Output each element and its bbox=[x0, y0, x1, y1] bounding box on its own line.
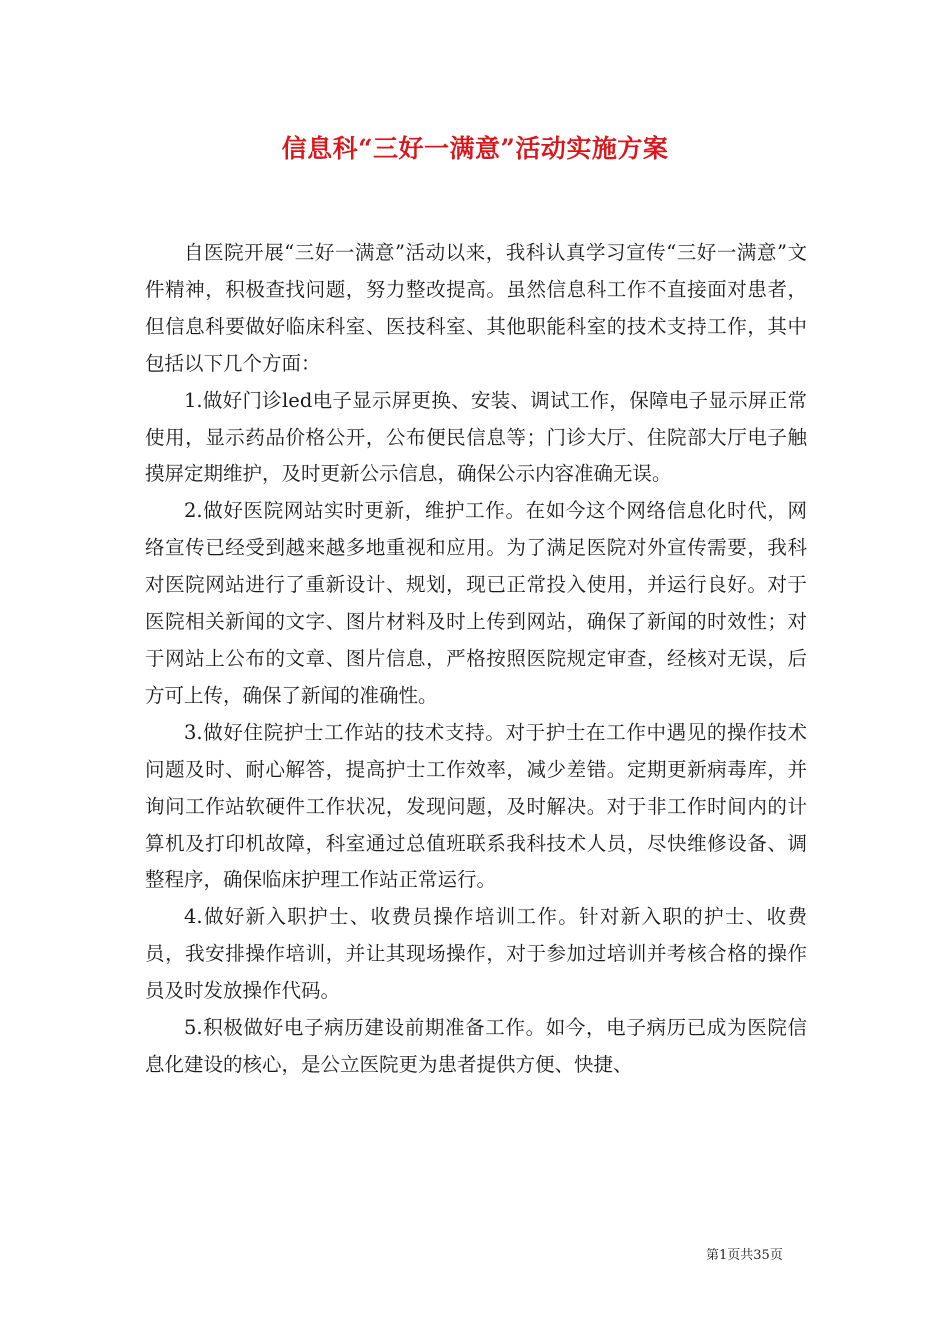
paragraph-item-5: 5.积极做好电子病历建设前期准备工作。如今，电子病历已成为医院信息化建设的核心，是公立医院更为患者提供方便、快捷、 bbox=[145, 1016, 807, 1076]
document-title: 信息科“三好一满意”活动实施方案 bbox=[281, 134, 669, 163]
paragraph-item-3: 3.做好住院护士工作站的技术支持。对于护士在工作中遇见的操作技术问题及时、耐心解答，提高护士工作效率，减少差错。定期更新病毒库，并询问工作站软硬件工作状况，发现问题，及时解决。对于非工作时间内的计算机及打印机故障，科室通过总值班联系我科技术人员，尽快维修设备、调整程序，确保临床护理工作站正常运行。 bbox=[145, 720, 807, 892]
paragraph-item-2: 2.做好医院网站实时更新，维护工作。在如今这个网络信息化时代，网络宣传已经受到越来越多地重视和应用。为了满足医院对外宣传需要，我科对医院网站进行了重新设计、规划，现已正常投入使用，并运行良好。对于医院相关新闻的文字、图片材料及时上传到网站，确保了新闻的时效性；对于网站上公布的文章、图片信息，严格按照医院规定审查，经核对无误，后方可上传，确保了新闻的准确性。 bbox=[145, 499, 807, 707]
paragraph-item-1: 1.做好门诊led电子显示屏更换、安装、调试工作，保障电子显示屏正常使用，显示药品价格公开，公布便民信息等；门诊大厅、住院部大厅电子触摸屏定期维护，及时更新公示信息，确保公示内容准确无误。 bbox=[145, 388, 807, 486]
page-number-footer: 第1页共35页 bbox=[706, 1248, 783, 1263]
paragraph-item-4: 4.做好新入职护士、收费员操作培训工作。针对新入职的护士、收费员，我安排操作培训，并让其现场操作，对于参加过培训并考核合格的操作员及时发放操作代码。 bbox=[145, 905, 807, 1003]
paragraph-intro: 自医院开展“三好一满意”活动以来，我科认真学习宣传“三好一满意”文件精神，积极查找问题，努力整改提高。虽然信息科工作不直接面对患者，但信息科要做好临床科室、医技科室、其他职能科室的技术支持工作，其中包括以下几个方面： bbox=[145, 241, 807, 375]
document-body bbox=[145, 235, 807, 1084]
